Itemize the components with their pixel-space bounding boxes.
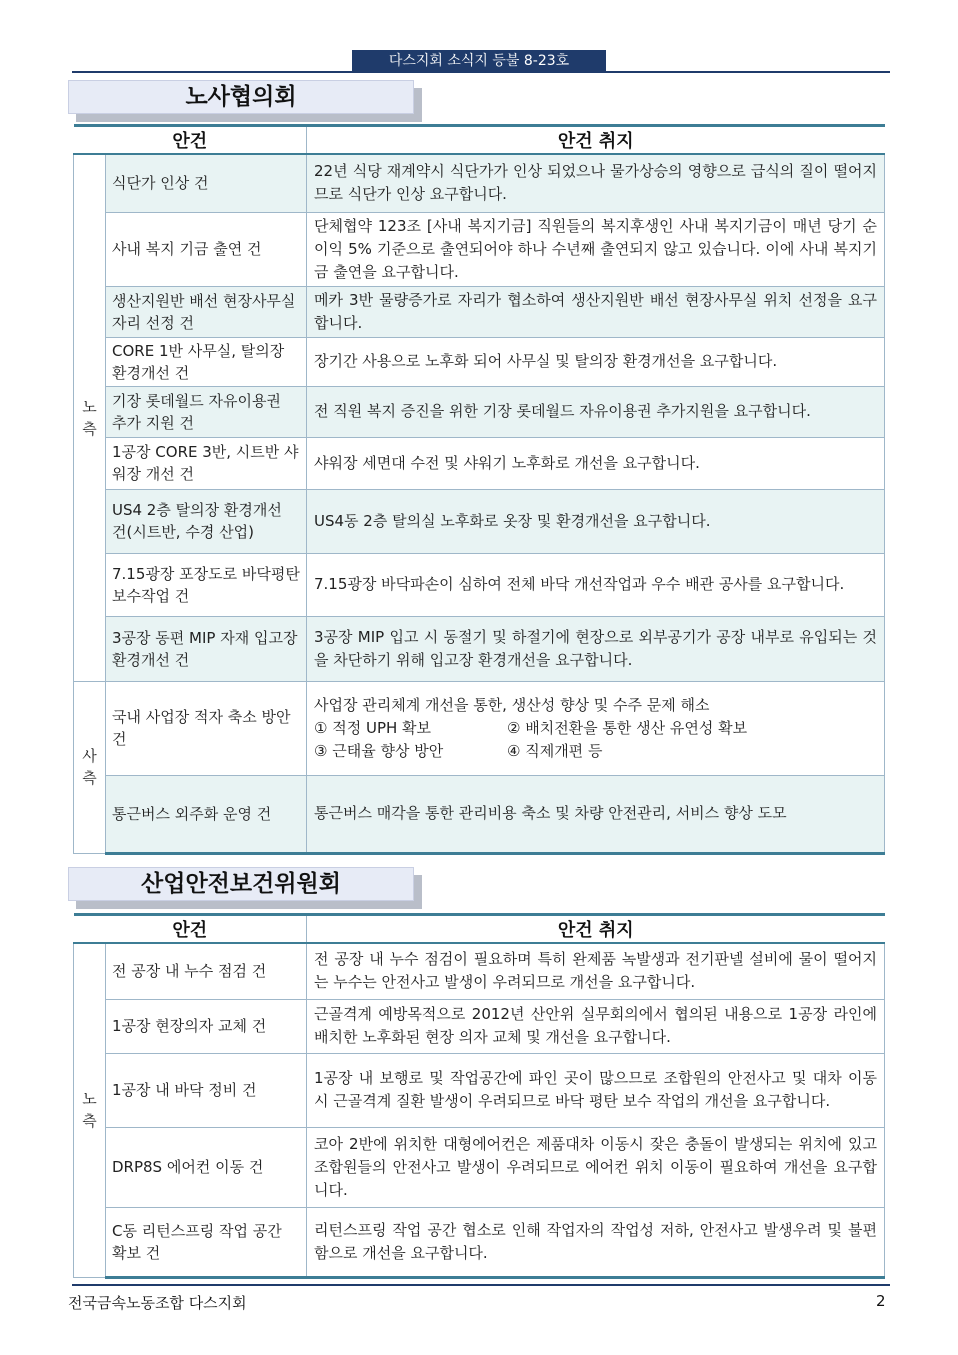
agenda-desc: 22년 식당 재계약시 식단가가 인상 되었으나 물가상승의 영향으로 급식의 질이 떨어지므로 식단가 인상 요구합니다. [307, 154, 885, 212]
agenda-desc: 코아 2반에 위치한 대형에어컨은 제품대차 이동시 잦은 충돌이 발생되는 위치에 있고 조합원들의 안전사고 발생이 우려되므로 에어컨 위치 이동이 필요하여 개선을 요구합니다. [307, 1127, 885, 1207]
labor-management-table [73, 124, 885, 855]
agenda-item: 전 공장 내 누수 점검 건 [106, 943, 307, 999]
management-side-label: 사측 [74, 681, 106, 853]
page-number: 2 [876, 1292, 886, 1310]
agenda-item: 국내 사업장 적자 축소 방안 건 [106, 681, 307, 775]
labor-side-label: 노측 [74, 943, 106, 1277]
agenda-item: 7.15광장 포장도로 바닥평탄 보수작업 건 [106, 553, 307, 616]
agenda-item: 1공장 내 바닥 정비 건 [106, 1053, 307, 1127]
agenda-desc: 메카 3반 물량증가로 자리가 협소하여 생산지원반 배선 현장사무실 위치 선정을 요구합니다. [307, 286, 885, 337]
header-divider [72, 71, 890, 73]
agenda-desc: 단체협약 123조 [사내 복지기금] 직원들의 복지후생인 사내 복지기금이 매년 당기 순이익 5% 기준으로 출연되어야 하나 수년째 출연되지 않고 있습니다. 이에 사내 복지기금 출연을 요구합니다. [307, 212, 885, 286]
col-header-agenda: 안건 [74, 126, 307, 155]
labor-side-label: 노측 [74, 154, 106, 681]
agenda-item: 3공장 동편 MIP 자재 입고장 환경개선 건 [106, 616, 307, 681]
agenda-item: 1공장 현장의자 교체 건 [106, 999, 307, 1053]
section-title-labor-management: 노사협의회 [68, 80, 414, 114]
agenda-desc: 사업장 관리체계 개선을 통한, 생산성 향상 및 수주 문제 해소 [314, 695, 710, 714]
agenda-desc: 전 직원 복지 증진을 위한 기장 롯데월드 자유이용권 추가지원을 요구합니다. [307, 386, 885, 437]
agenda-desc: 1공장 내 보행로 및 작업공간에 파인 곳이 많으므로 조합원의 안전사고 및 대차 이동 시 근골격계 질환 발생이 우려되므로 바닥 평탄 보수 작업의 개선을 요구합니다. [307, 1053, 885, 1127]
footer-divider [72, 1284, 890, 1286]
agenda-desc: 통근버스 매각을 통한 관리비용 축소 및 차량 안전관리, 서비스 향상 도모 [307, 775, 885, 853]
agenda-item: US4 2층 탈의장 환경개선 건(시트반, 수경 산업) [106, 489, 307, 553]
agenda-item: 통근버스 외주화 운영 건 [106, 775, 307, 853]
footer-organization: 전국금속노동조합 다스지회 [68, 1294, 247, 1312]
agenda-desc: 리턴스프링 작업 공간 협소로 인해 작업자의 작업성 저하, 안전사고 발생우려 및 불편함으로 개선을 요구합니다. [307, 1207, 885, 1277]
agenda-point: ④ 직제개편 등 [507, 741, 603, 760]
agenda-desc: 전 공장 내 누수 점검이 필요하며 특히 완제품 녹발생과 전기판넬 설비에 물이 떨어지는 누수는 안전사고 발생이 우려되므로 개선을 요구합니다. [307, 943, 885, 999]
agenda-desc: 장기간 사용으로 노후화 되어 사무실 및 탈의장 환경개선을 요구합니다. [307, 337, 885, 386]
col-header-purpose: 안건 취지 [307, 126, 885, 155]
agenda-item: CORE 1반 사무실, 탈의장 환경개선 건 [106, 337, 307, 386]
agenda-item: 사내 복지 기금 출연 건 [106, 212, 307, 286]
col-header-agenda: 안건 [74, 915, 307, 944]
agenda-point: ② 배치전환을 통한 생산 유연성 확보 [507, 718, 748, 737]
agenda-item: C동 리턴스프링 작업 공간 확보 건 [106, 1207, 307, 1277]
agenda-point: ① 적정 UPH 확보 [314, 718, 432, 737]
col-header-purpose: 안건 취지 [307, 915, 885, 944]
section-title-safety-committee: 산업안전보건위원회 [68, 867, 414, 901]
agenda-desc: US4동 2층 탈의실 노후화로 옷장 및 환경개선을 요구합니다. [307, 489, 885, 553]
newsletter-title: 다스지회 소식지 등불 8-23호 [352, 50, 606, 72]
agenda-desc: 근골격계 예방목적으로 2012년 산안위 실무회의에서 협의된 내용으로 1공장 라인에 배치한 노후화된 현장 의자 교체 및 개선을 요구합니다. [307, 999, 885, 1053]
agenda-desc-with-points [307, 681, 885, 775]
agenda-points [314, 717, 877, 763]
agenda-desc: 샤워장 세면대 수전 및 샤워기 노후화로 개선을 요구합니다. [307, 437, 885, 489]
agenda-item: 식단가 인상 건 [106, 154, 307, 212]
agenda-desc: 3공장 MIP 입고 시 동절기 및 하절기에 현장으로 외부공기가 공장 내부로 유입되는 것을 차단하기 위해 입고장 환경개선을 요구합니다. [307, 616, 885, 681]
agenda-item: 1공장 CORE 3반, 시트반 샤워장 개선 건 [106, 437, 307, 489]
safety-committee-table [73, 913, 885, 1279]
agenda-item: DRP8S 에어컨 이동 건 [106, 1127, 307, 1207]
agenda-item: 기장 롯데월드 자유이용권 추가 지원 건 [106, 386, 307, 437]
agenda-point: ③ 근태율 향상 방안 [314, 741, 444, 760]
agenda-desc: 7.15광장 바닥파손이 심하여 전체 바닥 개선작업과 우수 배관 공사를 요구합니다. [307, 553, 885, 616]
agenda-item: 생산지원반 배선 현장사무실 자리 선정 건 [106, 286, 307, 337]
